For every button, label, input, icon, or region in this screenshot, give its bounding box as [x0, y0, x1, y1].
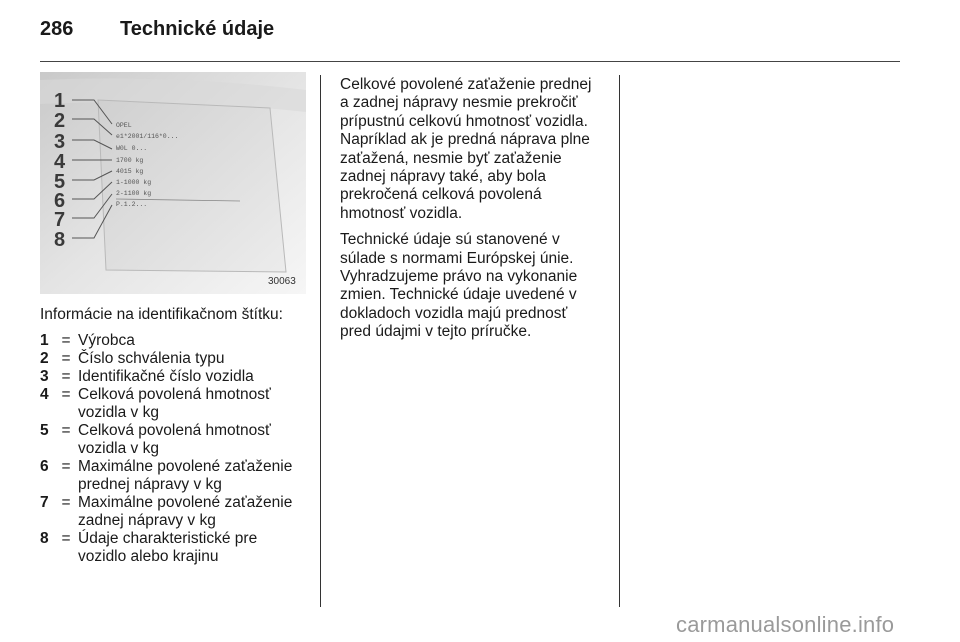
item-equals: = — [61, 350, 71, 367]
text-line: prekročená celková povolená — [340, 186, 542, 204]
plate-line-4: 1700 kg — [116, 157, 144, 164]
item-equals: = — [61, 494, 71, 511]
identification-plate-illustration — [40, 72, 306, 294]
item-text-line-1: Celková povolená hmotnosť — [78, 422, 271, 439]
plate-line-5: 4015 kg — [116, 168, 144, 175]
chapter-title: Technické údaje — [120, 18, 275, 40]
text-line: a zadnej nápravy nesmie prekročiť — [340, 94, 578, 112]
item-text — [78, 494, 308, 530]
item-equals: = — [61, 332, 71, 349]
list-item — [40, 494, 308, 530]
item-text-line-1: Maximálne povolené zaťaženie — [78, 494, 293, 511]
right-text-column — [340, 76, 604, 350]
text-line: pred údajmi v tejto príručke. — [340, 323, 532, 341]
page-header — [40, 18, 274, 48]
item-number: 4 — [40, 386, 49, 403]
item-text-line-2: zadnej nápravy v kg — [78, 512, 216, 529]
item-text-line-2: vozidla v kg — [78, 404, 159, 421]
paragraph-axle-load — [340, 76, 604, 223]
item-text-line-1: Číslo schválenia typu — [78, 350, 225, 367]
item-equals: = — [61, 422, 71, 439]
text-line: dokladoch vozidla majú prednosť — [340, 304, 568, 322]
list-item — [40, 386, 308, 422]
item-number: 2 — [40, 350, 49, 367]
item-text-line-1: Výrobca — [78, 332, 135, 349]
plate-line-1: OPEL — [116, 122, 132, 129]
item-number: 7 — [40, 494, 49, 511]
text-line: Technické údaje sú stanovené v — [340, 231, 560, 249]
text-line: hmotnosť vozidla. — [340, 204, 463, 222]
item-text — [78, 530, 308, 566]
callout-3: 3 — [54, 131, 66, 153]
list-item — [40, 332, 308, 350]
item-number: 1 — [40, 332, 49, 349]
item-text-line-1: Celková povolená hmotnosť — [78, 386, 271, 403]
item-equals: = — [61, 458, 71, 475]
list-item — [40, 368, 308, 386]
text-line: zmien. Technické údaje uvedené v — [340, 286, 577, 304]
callout-6: 6 — [54, 190, 66, 212]
item-text-line-1: Identifikačné číslo vozidla — [78, 368, 254, 385]
list-item — [40, 530, 308, 566]
text-line: Celkové povolené zaťaženie prednej — [340, 76, 592, 93]
item-text — [78, 386, 308, 422]
item-number: 6 — [40, 458, 49, 475]
text-line: zaťažená, nesmie byť zaťaženie — [340, 149, 562, 167]
text-line: Vyhradzujeme právo na vykonanie — [340, 268, 578, 286]
plate-info-intro: Informácie na identifikačnom štítku: — [40, 306, 283, 323]
identification-plate-figure — [40, 72, 306, 294]
item-text-line-1: Údaje charakteristické pre — [78, 530, 258, 547]
item-text — [78, 332, 308, 350]
text-line: zadnej nápravy také, aby bola — [340, 168, 546, 186]
column-divider-right — [619, 75, 620, 607]
list-item — [40, 422, 308, 458]
callout-2: 2 — [54, 110, 66, 132]
item-text-line-2: prednej nápravy v kg — [78, 476, 222, 493]
item-equals: = — [61, 530, 71, 547]
text-line: prípustnú celkovú hmotnosť vozidla. — [340, 112, 588, 130]
column-divider-left — [320, 75, 321, 607]
item-number: 3 — [40, 368, 49, 385]
callout-1: 1 — [54, 90, 66, 112]
watermark: carmanualsonline.info — [676, 612, 895, 637]
page-number: 286 — [40, 18, 74, 40]
callout-8: 8 — [54, 229, 66, 251]
list-item — [40, 458, 308, 494]
item-text-line-2: vozidla v kg — [78, 440, 159, 457]
header-rule — [40, 61, 900, 62]
text-line: Napríklad ak je predná náprava plne — [340, 131, 590, 149]
plate-info-list — [40, 306, 308, 566]
paragraph-standards — [340, 231, 604, 341]
plate-line-6: 1-1000 kg — [116, 179, 152, 186]
callout-5: 5 — [54, 171, 66, 193]
item-text-line-1: Maximálne povolené zaťaženie — [78, 458, 293, 475]
item-text — [78, 422, 308, 458]
plate-line-8: P.1.2... — [116, 201, 148, 208]
plate-line-3: W0L 0... — [116, 145, 148, 152]
item-text — [78, 368, 308, 386]
list-item — [40, 350, 308, 368]
item-text — [78, 350, 308, 368]
callout-4: 4 — [54, 151, 66, 173]
plate-line-2: e1*2001/116*0... — [116, 133, 179, 140]
item-text — [78, 458, 308, 494]
item-text-line-2: vozidlo alebo krajinu — [78, 548, 219, 565]
item-equals: = — [61, 368, 71, 385]
text-line: súlade s normami Európskej únie. — [340, 249, 574, 267]
item-equals: = — [61, 386, 71, 403]
item-number: 8 — [40, 530, 49, 547]
item-number: 5 — [40, 422, 49, 439]
callout-7: 7 — [54, 209, 66, 231]
figure-id: 30063 — [268, 276, 296, 287]
plate-line-7: 2-1100 kg — [116, 190, 152, 197]
